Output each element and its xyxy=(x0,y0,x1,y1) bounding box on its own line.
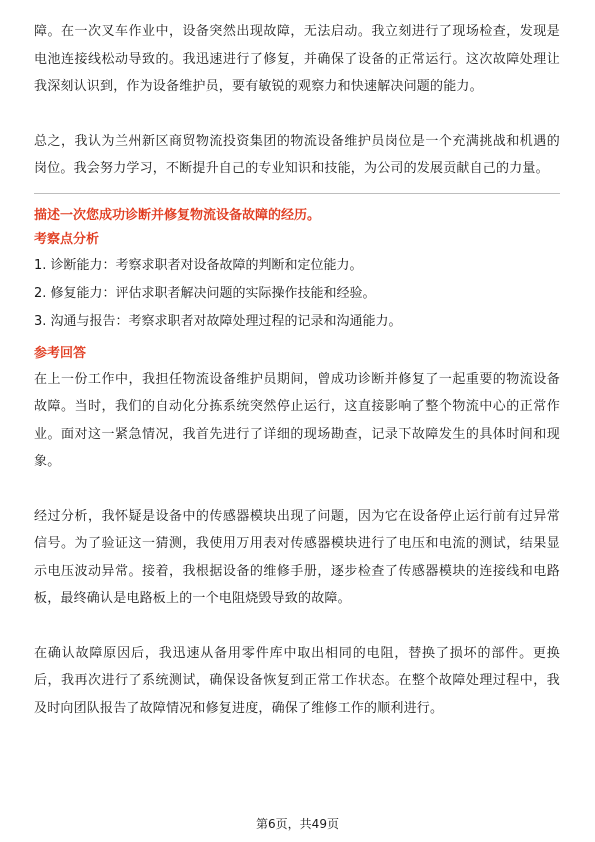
intro-paragraph-2: 总之，我认为兰州新区商贸物流投资集团的物流设备维护员岗位是一个充满挑战和机遇的岗位。我会努力学习，不断提升自己的专业知识和技能，为公司的发展贡献自己的力量。 xyxy=(34,133,560,176)
answer-title: 参考回答 xyxy=(34,345,87,361)
section-divider xyxy=(34,193,560,194)
paragraph-gap xyxy=(34,101,560,128)
document-page xyxy=(34,18,560,722)
intro-paragraph-1: 障。在一次叉车作业中，设备突然出现故障，无法启动。我立刻进行了现场检查，发现是电池连接线松动导致的。我迅速进行了修复，并确保了设备的正常运行。这次故障处理让我深刻认识到，作为设备维护员，要有敏锐的观察力和快速解决问题的能力。 xyxy=(34,24,560,94)
paragraph-gap xyxy=(34,613,560,640)
answer-paragraph-1: 在上一份工作中，我担任物流设备维护员期间，曾成功诊断并修复了一起重要的物流设备故障。当时，我们的自动化分拣系统突然停止运行，这直接影响了整个物流中心的正常作业。面对这一紧急情况，我首先进行了详细的现场勘查，记录下故障发生的具体时间和现象。 xyxy=(34,371,560,469)
analysis-title: 考察点分析 xyxy=(34,231,100,247)
analysis-item-2: 2. 修复能力：评估求职者解决问题的实际操作技能和经验。 xyxy=(34,285,376,301)
question-heading: 描述一次您成功诊断并修复物流设备故障的经历。 xyxy=(34,207,321,223)
paragraph-gap xyxy=(34,476,560,503)
answer-paragraph-3: 在确认故障原因后，我迅速从备用零件库中取出相同的电阻，替换了损坏的部件。更换后，我再次进行了系统测试，确保设备恢复到正常工作状态。在整个故障处理过程中，我及时向团队报告了故障情况和修复进度，确保了维修工作的顺利进行。 xyxy=(34,645,560,716)
analysis-item-3: 3. 沟通与报告：考察求职者对故障处理过程的记录和沟通能力。 xyxy=(34,313,402,329)
analysis-item-1: 1. 诊断能力：考察求职者对设备故障的判断和定位能力。 xyxy=(34,257,363,273)
page-footer: 第6页，共49页 xyxy=(256,817,339,831)
section-gap xyxy=(34,183,560,189)
answer-paragraph-2: 经过分析，我怀疑是设备中的传感器模块出现了问题，因为它在设备停止运行前有过异常信号。为了验证这一猜测，我使用万用表对传感器模块进行了电压和电流的测试，结果显示电压波动异常。接着，我根据设备的维修手册，逐步检查了传感器模块的连接线和电路板，最终确认是电路板上的一个电阻烧毁导致的故障。 xyxy=(34,508,560,606)
